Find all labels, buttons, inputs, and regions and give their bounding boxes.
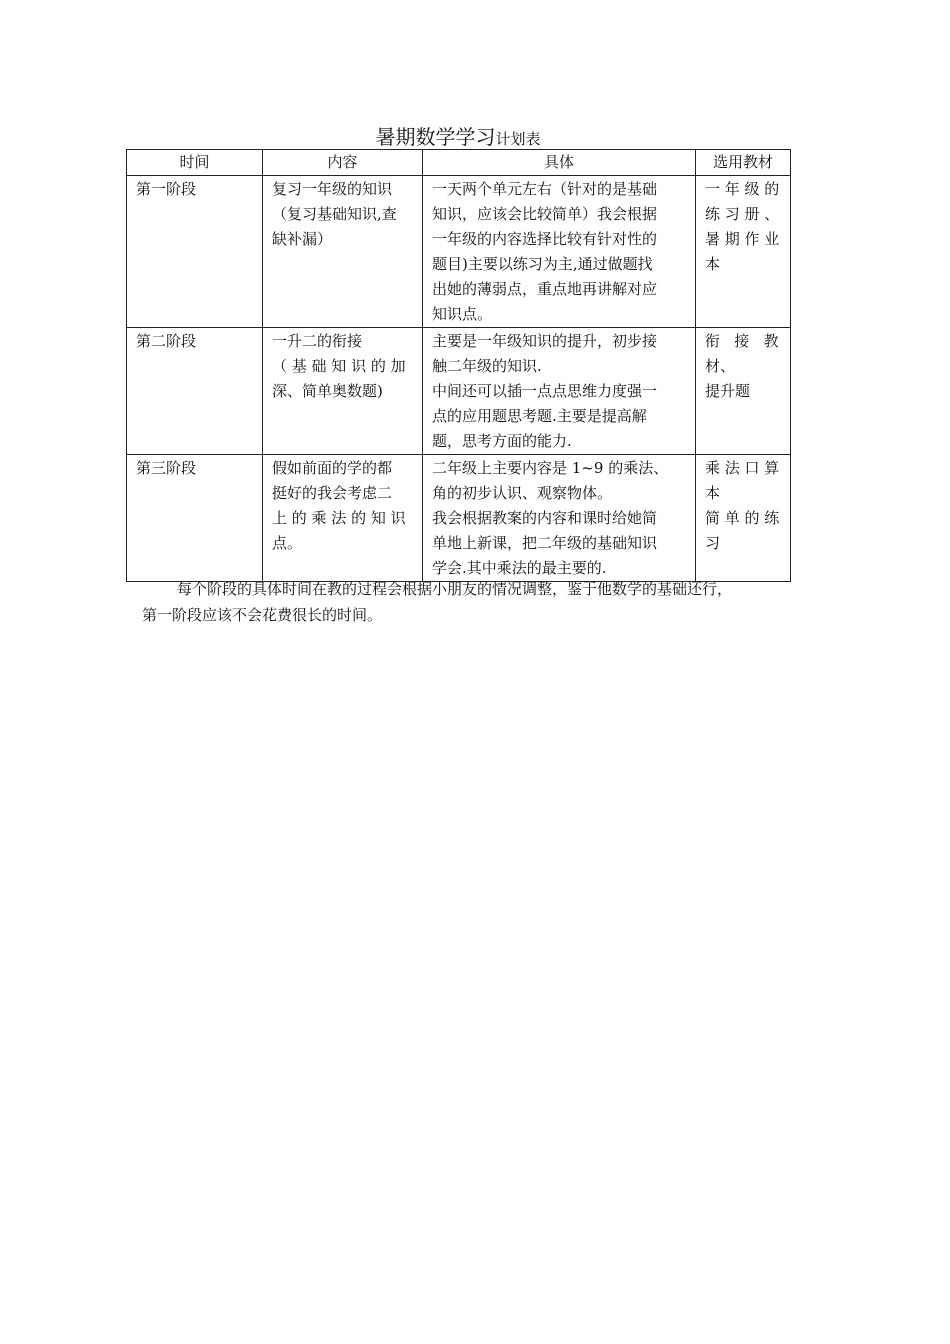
material-line: 提升题 (705, 382, 751, 400)
content-line: 一升二的衔接 (272, 332, 363, 350)
footnote-line-2: 第一阶段应该不会花费很长的时间。 (142, 606, 383, 624)
material-line: 材、 (705, 357, 736, 375)
detail-line: 我会根据教案的内容和课时给她简 (432, 509, 658, 527)
material-line: 习 (705, 534, 721, 552)
table-row (127, 176, 791, 328)
detail-line: 一年级的内容选择比较有针对性的 (432, 230, 658, 248)
row-3-content (263, 455, 423, 582)
material-line: 一 年 级 的 (705, 180, 780, 198)
content-line: 复习一年级的知识 (272, 180, 393, 198)
content-line: （ 基 础 知 识 的 加 (272, 357, 406, 375)
row-3-detail (423, 455, 696, 582)
footnote-paragraph (142, 576, 802, 628)
title-main: 暑期数学学习 (375, 125, 496, 149)
row-3-material (696, 455, 791, 582)
table-row (127, 455, 791, 582)
header-material: 选用教材 (696, 150, 791, 176)
material-line: 衔 接 教 (705, 332, 779, 350)
detail-line: 知识，应该会比较简单）我会根据 (432, 205, 658, 223)
content-line: （复习基础知识,查 (272, 205, 397, 223)
detail-line: 题目)主要以练习为主,通过做题找 (432, 255, 653, 273)
detail-line: 点的应用题思考题.主要是提高解 (432, 407, 647, 425)
material-line: 练 习 册 、 (705, 205, 780, 223)
content-line: 深、简单奥数题) (272, 382, 383, 400)
header-content: 内容 (263, 150, 423, 176)
detail-line: 一天两个单元左右（针对的是基础 (432, 180, 658, 198)
detail-line: 学会.其中乘法的最主要的. (432, 559, 607, 577)
material-line: 本 (705, 255, 721, 273)
row-2-content (263, 328, 423, 455)
detail-line: 知识点。 (432, 305, 493, 323)
material-line: 本 (705, 484, 721, 502)
row-3-time: 第三阶段 (127, 455, 263, 582)
detail-line: 角的初步认识、观察物体。 (432, 484, 613, 502)
row-1-time: 第一阶段 (127, 176, 263, 328)
header-detail: 具体 (423, 150, 696, 176)
table-header-row (127, 150, 791, 176)
detail-line: 中间还可以插一点点思维力度强一 (432, 382, 658, 400)
row-1-detail (423, 176, 696, 328)
footnote-line-1: 每个阶段的具体时间在教的过程会根据小朋友的情况调整，鉴于他数学的基础还行， (177, 580, 733, 598)
content-line: 假如前面的学的都 (272, 459, 393, 477)
row-2-material (696, 328, 791, 455)
content-line: 挺好的我会考虑二 (272, 484, 393, 502)
material-line: 乘 法 口 算 (705, 459, 780, 477)
content-line: 点。 (272, 534, 303, 552)
detail-line: 主要是一年级知识的提升，初步接 (432, 332, 658, 350)
table-row (127, 328, 791, 455)
content-line: 上 的 乘 法 的 知 识 (272, 509, 406, 527)
detail-line: 触二年级的知识. (432, 357, 542, 375)
header-time: 时间 (127, 150, 263, 176)
row-2-time: 第二阶段 (127, 328, 263, 455)
study-plan-table (126, 149, 791, 582)
material-line: 暑 期 作 业 (705, 230, 780, 248)
row-1-content (263, 176, 423, 328)
row-1-material (696, 176, 791, 328)
detail-line: 题，思考方面的能力. (432, 432, 572, 450)
detail-line: 单地上新课，把二年级的基础知识 (432, 534, 658, 552)
detail-line: 出她的薄弱点，重点地再讲解对应 (432, 280, 658, 298)
material-line: 简 单 的 练 (705, 509, 780, 527)
row-2-detail (423, 328, 696, 455)
content-line: 缺补漏） (272, 230, 333, 248)
title-suffix: 计划表 (495, 130, 541, 148)
detail-line: 二年级上主要内容是 1~9 的乘法、 (432, 459, 669, 477)
